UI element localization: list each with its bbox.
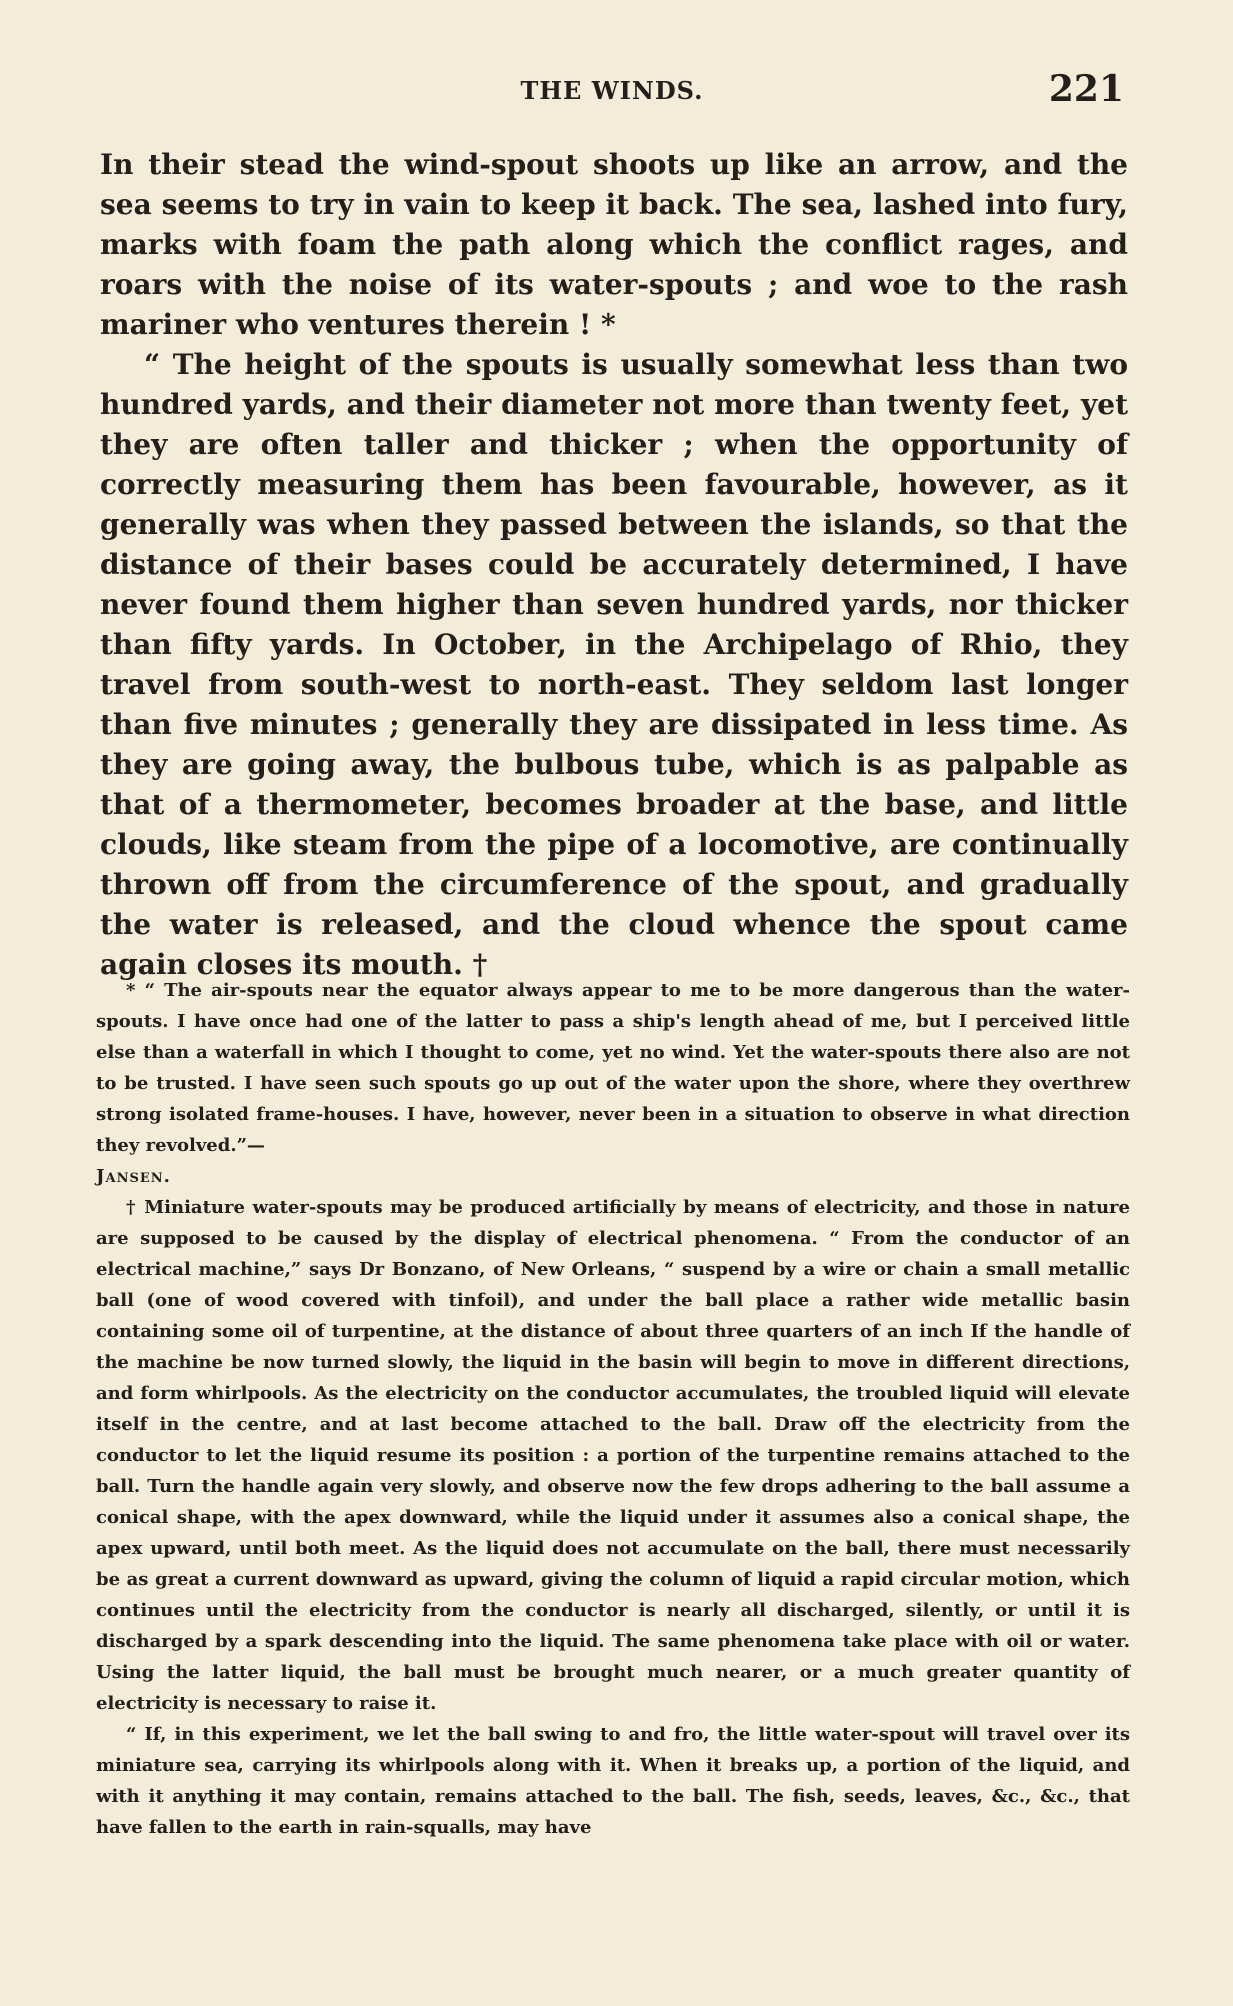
footnotes [96, 975, 1130, 1843]
footnote-continuation: “ If, in this experiment, we let the ball swing to and fro, the little water-spout will travel over its miniature sea, carrying its whirlpools along with it. When it breaks up, a portion of the liquid, and with it anything it may contain, remains attached to the ball. The fish, seeds, leaves, &c., &c., that have fallen to the earth in rain-squalls, may have [96, 1724, 1130, 1838]
footnote-dagger: † Miniature water-spouts may be produced artificially by means of electricity, and those in nature are supposed to be caused by the display of electrical phenomena. “ From the conductor of an electrical machine,” says Dr Bonzano, of New Orleans, “ suspend by a wire or chain a small metallic ball (one of wood covered with tinfoil), and under the ball place a rather wide metallic basin containing some oil of turpentine, at the distance of about three quarters of an inch If the handle of the machine be now turned slowly, the liquid in the basin will begin to move in different directions, and form whirlpools. As the electricity on the conductor accumulates, the troubled liquid will elevate itself in the centre, and at last become attached to the ball. Draw off the electricity from the conductor to let the liquid resume its position : a portion of the turpentine remains attached to the ball. Turn the handle again very slowly, and observe now the few drops adhering to the ball assume a conical shape, with the apex downward, while the liquid under it assumes also a conical shape, the apex upward, until both meet. As the liquid does not accumulate on the ball, there must necessarily be as great a current downward as upward, giving the column of liquid a rapid circular motion, which continues until the electricity from the conductor is nearly all discharged, silently, or until it is discharged by a spark descending into the liquid. The same phenomena take place with oil or water. Using the latter liquid, the ball must be brought much nearer, or a much greater quantity of electricity is necessary to raise it. [96, 1197, 1130, 1714]
footnote-attribution: Jansen. [96, 1166, 171, 1187]
body-paragraph: “ The height of the spouts is usually somewhat less than two hundred yards, and their diameter not more than twenty feet, yet they are often taller and thicker ; when the opportunity of correctly measuring them has been favourable, however, as it generally was when they passed between the islands, so that the distance of their bases could be accurately determined, I have never found them higher than seven hundred yards, nor thicker than fifty yards. In October, in the Archipelago of Rhio, they travel from south-west to north-east. They seldom last longer than five minutes ; generally they are dissipated in less time. As they are going away, the bulbous tube, which is as palpable as that of a thermometer, becomes broader at the base, and little clouds, like steam from the pipe of a locomotive, are continually thrown off from the circumference of the spout, and gradually the water is released, and the cloud whence the spout came again closes its mouth. † [100, 348, 1128, 981]
running-head: THE WINDS. [520, 76, 704, 105]
footnote-text: * “ The air-spouts near the equator always appear to me to be more dangerous than the water-spouts. I have once had one of the latter to pass a ship's length ahead of me, but I perceived little else than a waterfall in which I thought to come, yet no wind. Yet the water-spouts there also are not to be trusted. I have seen such spouts go up out of the water upon the shore, where they overthrew strong isolated frame-houses. I have, however, never been in a situation to observe in what direction they revolved.”— [96, 980, 1130, 1156]
main-text [100, 145, 1128, 985]
footnote-asterisk [96, 975, 1130, 1192]
page-header [100, 68, 1124, 112]
page-number: 221 [1048, 68, 1124, 110]
body-paragraph: In their stead the wind-spout shoots up like an arrow, and the sea seems to try in vain to keep it back. The sea, lashed into fury, marks with foam the path along which the conflict rages, and roars with the noise of its water-spouts ; and woe to the rash mariner who ventures therein ! * [100, 148, 1128, 341]
